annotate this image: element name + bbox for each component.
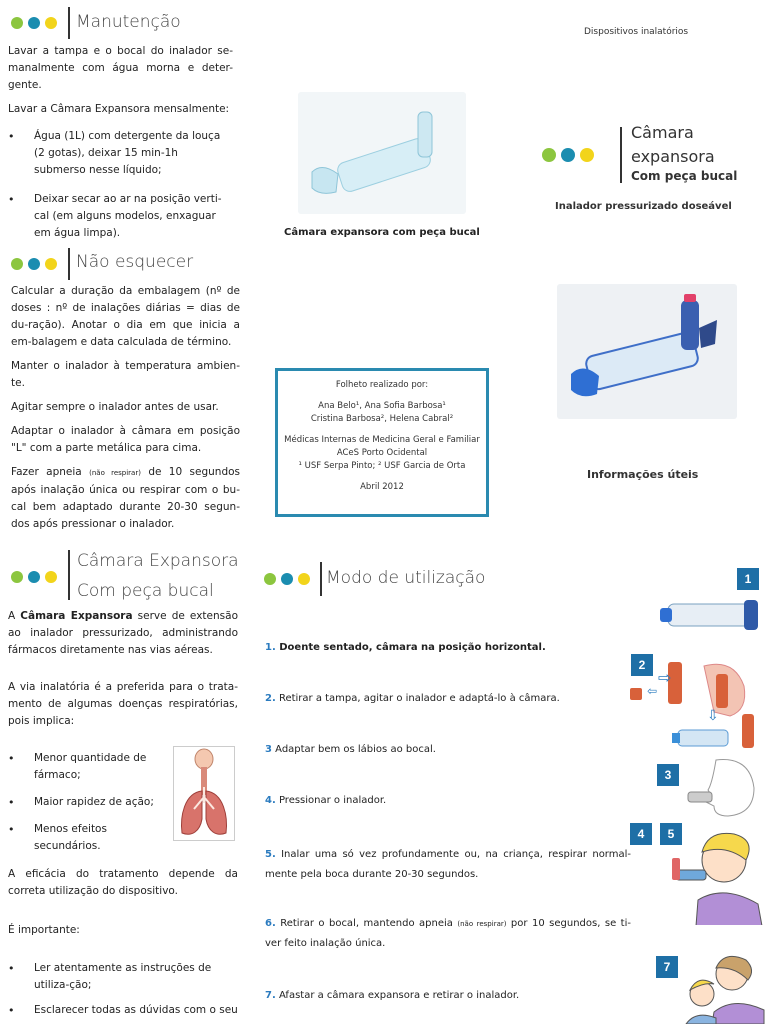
step-badge-5: 5 <box>660 823 682 845</box>
spacer-photo-blue <box>557 284 737 419</box>
section-title-modo: Modo de utilização <box>326 568 486 588</box>
step-2-illustration <box>628 656 760 752</box>
text-run-small: (não respirar) <box>89 469 141 477</box>
nao-esquecer-paragraph-2: Manter o inalador à temperatura ambien-te. <box>11 360 240 389</box>
step-number: 6. <box>265 918 276 929</box>
camara-paragraph-2: A via inalatória é a preferida para o trata-mento de algumas doenças respiratórias, pois implica: <box>8 681 238 727</box>
camara-paragraph-4: É importante: <box>8 924 80 936</box>
text-run-bold: Câmara Expansora <box>20 610 133 622</box>
nao-esquecer-text <box>11 283 240 533</box>
authors-line-1: Ana Belo¹, Ana Sofia Barbosa¹ <box>318 401 446 411</box>
title-divider <box>320 562 322 596</box>
affiliation-line-1: Médicas Internas de Medicina Geral e Familiar <box>284 435 480 445</box>
photo-caption: Câmara expansora com peça bucal <box>284 227 480 238</box>
decor-dots <box>11 571 57 583</box>
decor-dots <box>11 17 57 29</box>
section-title-manutencao: Manutenção <box>76 12 181 32</box>
cover-title <box>631 121 715 169</box>
green-dot <box>264 573 276 585</box>
green-dot <box>11 17 23 29</box>
text-run: Fazer apneia <box>11 466 90 478</box>
step-text: Inalar uma só vez profundamente ou, na criança, respirar normal-mente pela boca durante 20-30 segundos. <box>265 849 631 880</box>
cover-title-line-2: expansora <box>631 147 715 166</box>
step-text: Pressionar o inalador. <box>275 795 387 806</box>
step-text: Adaptar bem os lábios ao bocal. <box>271 744 436 755</box>
text-run: de 10 segundos após inalação única ou respirar com o bu-cal bem adaptado durante 20-30 segun-dos após pressionar o inalador. <box>11 466 241 530</box>
step-4-5-child-illustration <box>668 830 768 925</box>
step-6 <box>265 914 631 954</box>
affiliation-line-3: ¹ USF Serpa Pinto; ² USF Garcia de Orta <box>298 461 466 471</box>
decor-dots <box>264 573 310 585</box>
respiratory-system-illustration <box>173 746 235 841</box>
list-item: • Maior rapidez de ação; <box>8 794 172 811</box>
date: Abril 2012 <box>360 482 404 492</box>
camara-efficacy <box>8 866 238 939</box>
yellow-dot <box>298 573 310 585</box>
cover-subtitle: Com peça bucal <box>631 169 738 183</box>
step-1 <box>265 639 631 656</box>
text-run: serve de extensão ao inalador pressurizado, administrando fármacos diretamente nas vias aéreas. <box>8 610 238 656</box>
list-item: • Menor quantidade de fármaco; <box>8 750 172 784</box>
title-divider <box>68 7 70 39</box>
step-badge-3: 3 <box>657 764 679 786</box>
arrow-right-icon: ⇨ <box>658 668 672 687</box>
step-number: 2. <box>265 693 276 704</box>
step-text: por 10 segundos, se ti-ver feito inalação única. <box>265 918 631 949</box>
camara-important-list <box>8 960 238 1031</box>
section-title-nao-esquecer: Não esquecer <box>76 252 194 272</box>
nao-esquecer-paragraph-4: Adaptar o inalador à câmara em posição "L" com a parte metálica para cima. <box>11 425 240 454</box>
list-item: • Deixar secar ao ar na posição verti-cal (em alguns modelos, enxaguar em água limpa). <box>8 191 228 242</box>
camara-paragraph-1 <box>8 608 238 659</box>
manutencao-list <box>8 128 228 254</box>
arrow-down-icon: ⇩ <box>707 708 719 724</box>
blue-dot <box>561 148 575 162</box>
yellow-dot <box>45 258 57 270</box>
yellow-dot <box>45 571 57 583</box>
title-divider <box>68 550 70 600</box>
step-2 <box>265 690 631 707</box>
step-number: 5. <box>265 849 276 860</box>
manutencao-paragraph-2: Lavar a Câmara Expansora mensalmente: <box>8 103 230 115</box>
nao-esquecer-paragraph-5 <box>11 464 240 533</box>
step-7-illustration <box>680 952 766 1024</box>
affiliation-line-2: ACeS Porto Ocidental <box>336 448 428 458</box>
text-run: A <box>8 610 21 622</box>
step-4 <box>265 792 631 809</box>
step-badge-2: 2 <box>631 654 653 676</box>
authors-box-title: Folheto realizado por: <box>335 380 429 390</box>
cover-header: Dispositivos inalatórios <box>584 27 689 37</box>
step-number: 1. <box>265 642 276 653</box>
step-7 <box>265 987 631 1004</box>
step-1-illustration <box>660 590 760 632</box>
step-text-small: (não respirar) <box>457 920 507 928</box>
step-5 <box>265 845 631 885</box>
step-badge-7: 7 <box>656 956 678 978</box>
blue-dot <box>28 258 40 270</box>
green-dot <box>11 258 23 270</box>
list-item: • Esclarecer todas as dúvidas com o seu <box>8 1002 238 1019</box>
blue-dot <box>281 573 293 585</box>
title-divider <box>620 127 622 183</box>
step-text: Retirar o bocal, mantendo apneia <box>275 918 458 929</box>
step-3 <box>265 741 631 758</box>
blue-dot <box>28 571 40 583</box>
step-text: Doente sentado, câmara na posição horizontal. <box>275 642 546 653</box>
green-dot <box>542 148 556 162</box>
nao-esquecer-paragraph-1: Calcular a duração da embalagem (nº de doses : nº de inalações diárias = dias de du-ração). Anotar o dia em que inicia a em-balagem e data calculada de término. <box>11 285 240 348</box>
step-text: Afastar a câmara expansora e retirar o inalador. <box>275 990 520 1001</box>
step-number: 3 <box>265 744 272 755</box>
list-item: • Menos efeitos secundários. <box>8 821 172 855</box>
list-item: • Ler atentamente as instruções de utiliza-ção; <box>8 960 238 994</box>
camara-paragraph-3: A eficácia do tratamento depende da correta utilização do dispositivo. <box>8 868 238 897</box>
step-badge-1: 1 <box>737 568 759 590</box>
step-number: 7. <box>265 990 276 1001</box>
arrow-left-icon: ⇦ <box>647 684 658 698</box>
yellow-dot <box>580 148 594 162</box>
spacer-photo-mouthpiece <box>298 92 466 214</box>
yellow-dot <box>45 17 57 29</box>
cover-device-name: Inalador pressurizado doseável <box>555 201 732 212</box>
blue-dot <box>28 17 40 29</box>
decor-dots <box>542 148 594 162</box>
camara-benefits-list <box>8 750 172 867</box>
camara-intro <box>8 608 238 730</box>
authors-line-2: Cristina Barbosa², Helena Cabral² <box>310 414 454 424</box>
step-badge-4: 4 <box>630 823 652 845</box>
step-number: 4. <box>265 795 276 806</box>
list-item: • Água (1L) com detergente da louça (2 gotas), deixar 15 min-1h submerso nesse líquido; <box>8 128 228 179</box>
decor-dots <box>11 258 57 270</box>
green-dot <box>11 571 23 583</box>
section-subtitle-camara: Com peça bucal <box>77 581 214 601</box>
step-text: Retirar a tampa, agitar o inalador e adaptá-lo à câmara. <box>275 693 560 704</box>
manutencao-text <box>8 43 233 118</box>
manutencao-paragraph-1: Lavar a tampa e o bocal do inalador se-manalmente com água morna e deter-gente. <box>8 45 233 91</box>
cover-title-line-1: Câmara <box>631 123 694 142</box>
step-3-illustration <box>686 756 758 818</box>
nao-esquecer-paragraph-3: Agitar sempre o inalador antes de usar. <box>11 401 219 413</box>
section-title-camara: Câmara Expansora <box>77 551 239 571</box>
authors-box <box>275 368 489 517</box>
cover-info: Informações úteis <box>587 468 699 481</box>
title-divider <box>68 248 70 280</box>
